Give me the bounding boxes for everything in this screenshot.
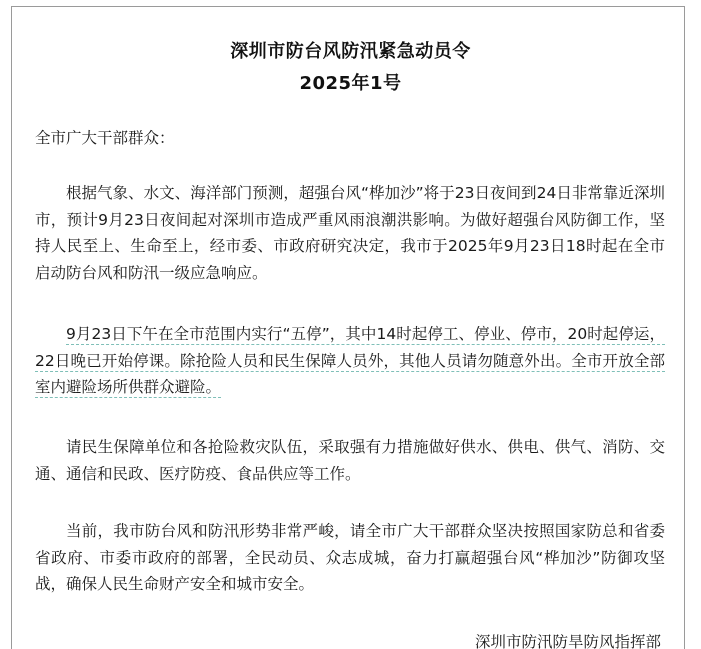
paragraph-forecast: 根据气象、水文、海洋部门预测，超强台风“桦加沙”将于23日夜间到24日非常靠近深圳市，预计9月23日夜间起对深圳市造成严重风雨浪潮洪影响。为做好超强台风防御工作，坚持人民至上、生命至上，经市委、市政府研究决定，我市于2025年9月23日18时起在全市启动防台风和防汛一级应急响应。 [35, 184, 665, 282]
document-title: 深圳市防台风防汛紧急动员令 [230, 41, 471, 62]
paragraph-support-units: 请民生保障单位和各抢险救灾队伍，采取强有力措施做好供水、供电、供气、消防、交通、通信和民政、医疗防疫、食品供应等工作。 [35, 438, 665, 483]
paragraph-five-stops-text: 9月23日下午在全市范围内实行“五停”，其中14时起停工、停业、停市，20时起停运，22日晚已开始停课。除抢险人员和民生保障人员外，其他人员请勿随意外出。全市开放全部室内避险场所供群众避险。 [35, 325, 665, 396]
paragraph-mobilization: 当前，我市防台风和防汛形势非常严峻，请全市广大干部群众坚决按照国家防总和省委省政府、市委市政府的部署，全民动员、众志成城，奋力打赢超强台风“桦加沙”防御攻坚战，确保人民生命财产安全和城市安全。 [35, 522, 665, 593]
document-number: 2025年1号 [299, 73, 402, 94]
greeting: 全市广大干部群众： [35, 129, 175, 147]
signature: 深圳市防汛防旱防风指挥部 [474, 633, 661, 649]
paragraph-five-stops [35, 321, 665, 401]
